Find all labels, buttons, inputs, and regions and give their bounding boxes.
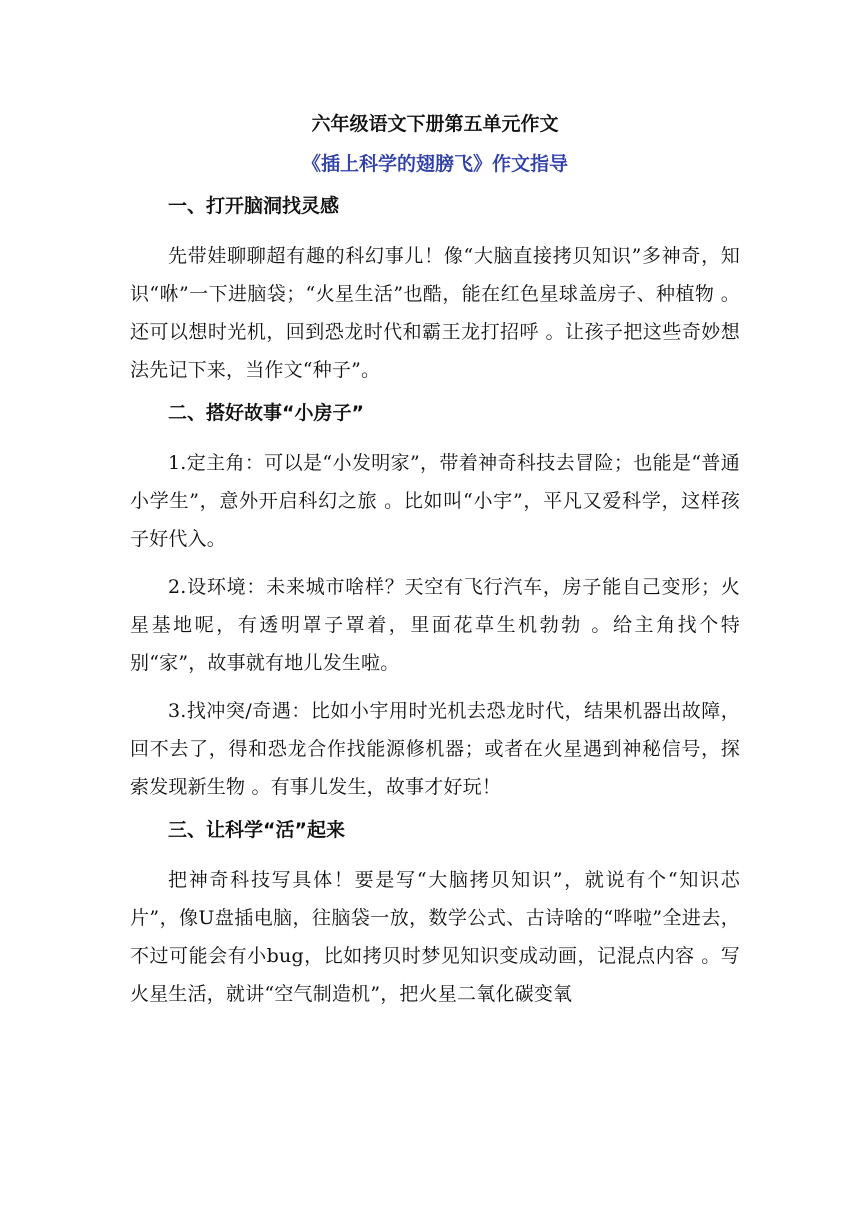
section-heading: 二、搭好故事“小房子”	[168, 402, 364, 424]
section-science-alive	[130, 816, 740, 1013]
document-subtitle: 《插上科学的翅膀飞》作文指导	[301, 153, 568, 175]
section-story-structure	[130, 399, 740, 806]
paragraph: 把神奇科技写具体！要是写“大脑拷贝知识”，就说有个“知识芯片”，像U盘插电脑，往脑袋一放，数学公式、古诗啥的“哗啦”全进去，不过可能会有小bug，比如拷贝时梦见知识变成动画，记混点内容 。写火星生活，就讲“空气制造机”，把火星二氧化碳变氧	[130, 869, 740, 1005]
paragraph: 先带娃聊聊超有趣的科幻事儿！像“大脑直接拷贝知识”多神奇，知识“咻”一下进脑袋；“火星生活”也酷，能在红色星球盖房子、种植物 。还可以想时光机，回到恐龙时代和霸王龙打招呼 。让孩子把这些奇妙想法先记下来，当作文“种子”。	[130, 245, 740, 381]
paragraph: 2.设环境：未来城市啥样？天空有飞行汽车，房子能自己变形；火星基地呢，有透明罩子罩着，里面花草生机勃勃 。给主角找个特别“家”，故事就有地儿发生啦。	[130, 576, 740, 674]
document-title: 六年级语文下册第五单元作文	[311, 113, 559, 135]
paragraph: 3.找冲突/奇遇：比如小宇用时光机去恐龙时代，结果机器出故障，回不去了，得和恐龙合作找能源修机器；或者在火星遇到神秘信号，探索发现新生物 。有事儿发生，故事才好玩！	[130, 700, 740, 798]
section-heading: 三、让科学“活”起来	[168, 819, 345, 841]
section-heading: 一、打开脑洞找灵感	[168, 195, 340, 217]
paragraph: 1.定主角：可以是“小发明家”，带着神奇科技去冒险；也能是“普通小学生”，意外开启科幻之旅 。比如叫“小宇”，平凡又爱科学，这样孩子好代入。	[130, 452, 740, 550]
document-page	[130, 110, 740, 1023]
section-inspiration	[130, 192, 740, 389]
